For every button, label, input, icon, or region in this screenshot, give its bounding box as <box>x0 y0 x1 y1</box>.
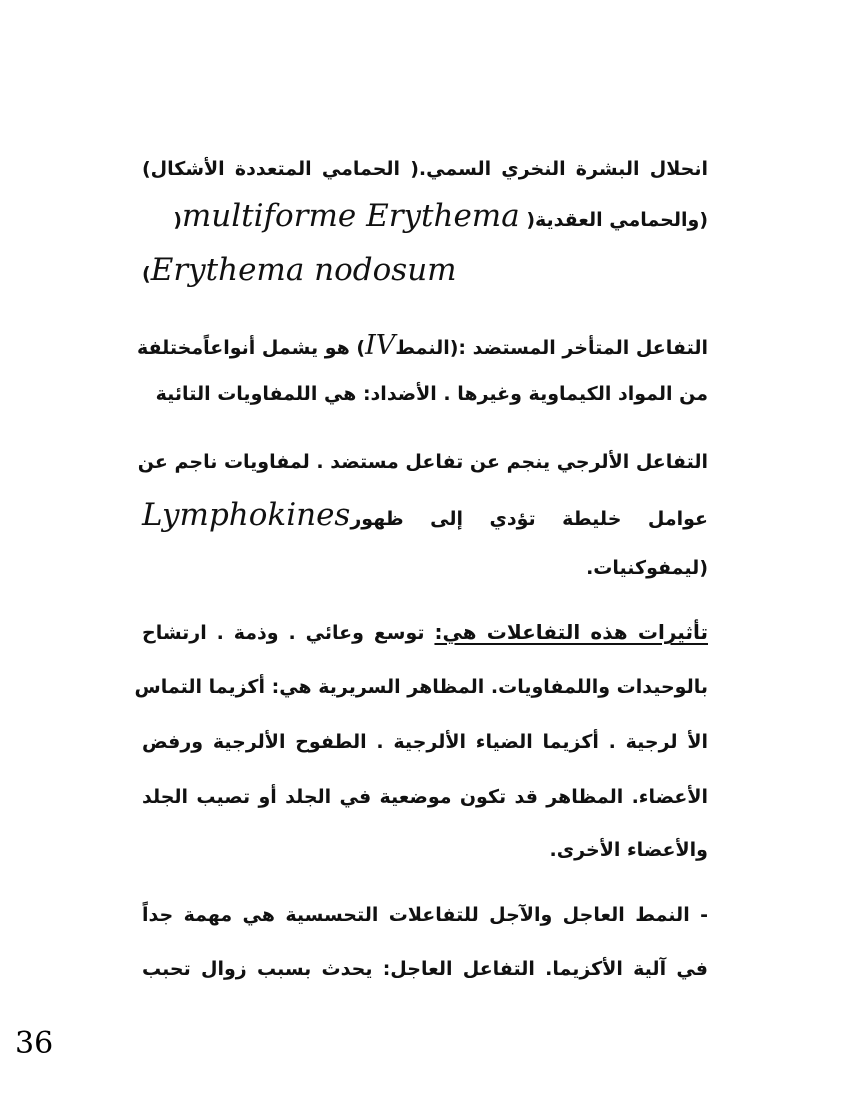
paragraph-3-line-3 <box>142 557 708 580</box>
text-span: في آلية الأكزيما. التفاعل العاجل: يحدث بسبب زوال تحبب <box>142 958 708 980</box>
latin-term: IV <box>365 330 396 361</box>
text-span: بالوحيدات واللمفاويات. المظاهر السريرية هي: أكزيما التماس <box>134 676 708 698</box>
paragraph-2-line-1 <box>136 330 708 362</box>
text-span: التفاعل المتأخر المستضد :(النمط <box>395 337 708 359</box>
section-heading: تأثيرات هذه التفاعلات هي: <box>434 620 708 644</box>
text-span: والأعضاء الأخرى. <box>549 839 708 861</box>
paragraph-4-line-3 <box>142 731 708 754</box>
paragraph-5-line-2 <box>142 958 708 981</box>
text-span: الأعضاء. المظاهر قد تكون موضعية في الجلد أو تصيب الجلد <box>142 786 708 808</box>
text-span: عوامل خليطة تؤدي إلى ظهور <box>350 508 708 530</box>
paragraph-4-line-5 <box>142 839 708 862</box>
page-number: 36 <box>15 1026 54 1061</box>
latin-term: Erythema nodosum <box>150 252 457 288</box>
text-span: الأ لرجية . أكزيما الضياء الألرجية . الطفوح الألرجية ورفض <box>142 731 708 753</box>
text-span: انحلال البشرة النخري السمي.( الحمامي المتعددة الأشكال) <box>142 158 708 180</box>
latin-term: multiforme Erythema <box>181 198 520 234</box>
text-span: التفاعل الألرجي ينجم عن تفاعل مستضد . لمفاويات ناجم عن <box>137 451 708 473</box>
paragraph-4-line-4 <box>142 786 708 809</box>
paragraph-3-line-2 <box>142 497 708 534</box>
text-span: والحمامي العقدية <box>535 209 700 231</box>
paragraph-4-line-2 <box>134 676 708 699</box>
text-span: توسع وعائي . وذمة . ارتشاح <box>142 622 425 644</box>
paragraph-1-line-3: (Erythema nodosum <box>142 252 457 288</box>
latin-term: Lymphokines <box>142 497 351 533</box>
paragraph-5-line-1 <box>142 904 708 927</box>
text-span: - النمط العاجل والآجل للتفاعلات التحسسية هي مهمة جداً <box>142 904 708 926</box>
text-span: ) هو يشمل أنواعاًمختلفة <box>136 337 366 359</box>
text-span: من المواد الكيماوية وغيرها . الأضداد: هي اللمفاويات التائية <box>155 383 708 405</box>
paragraph-2-line-2 <box>142 383 708 406</box>
paragraph-4-line-1 <box>142 620 708 645</box>
text-span: (ليمفوكنيات. <box>586 557 708 579</box>
paragraph-3-line-1 <box>137 451 708 474</box>
paragraph-1-line-2: (والحمامي العقدية( multiforme Erythema( <box>173 198 708 234</box>
paragraph-1-line-1 <box>142 158 708 181</box>
